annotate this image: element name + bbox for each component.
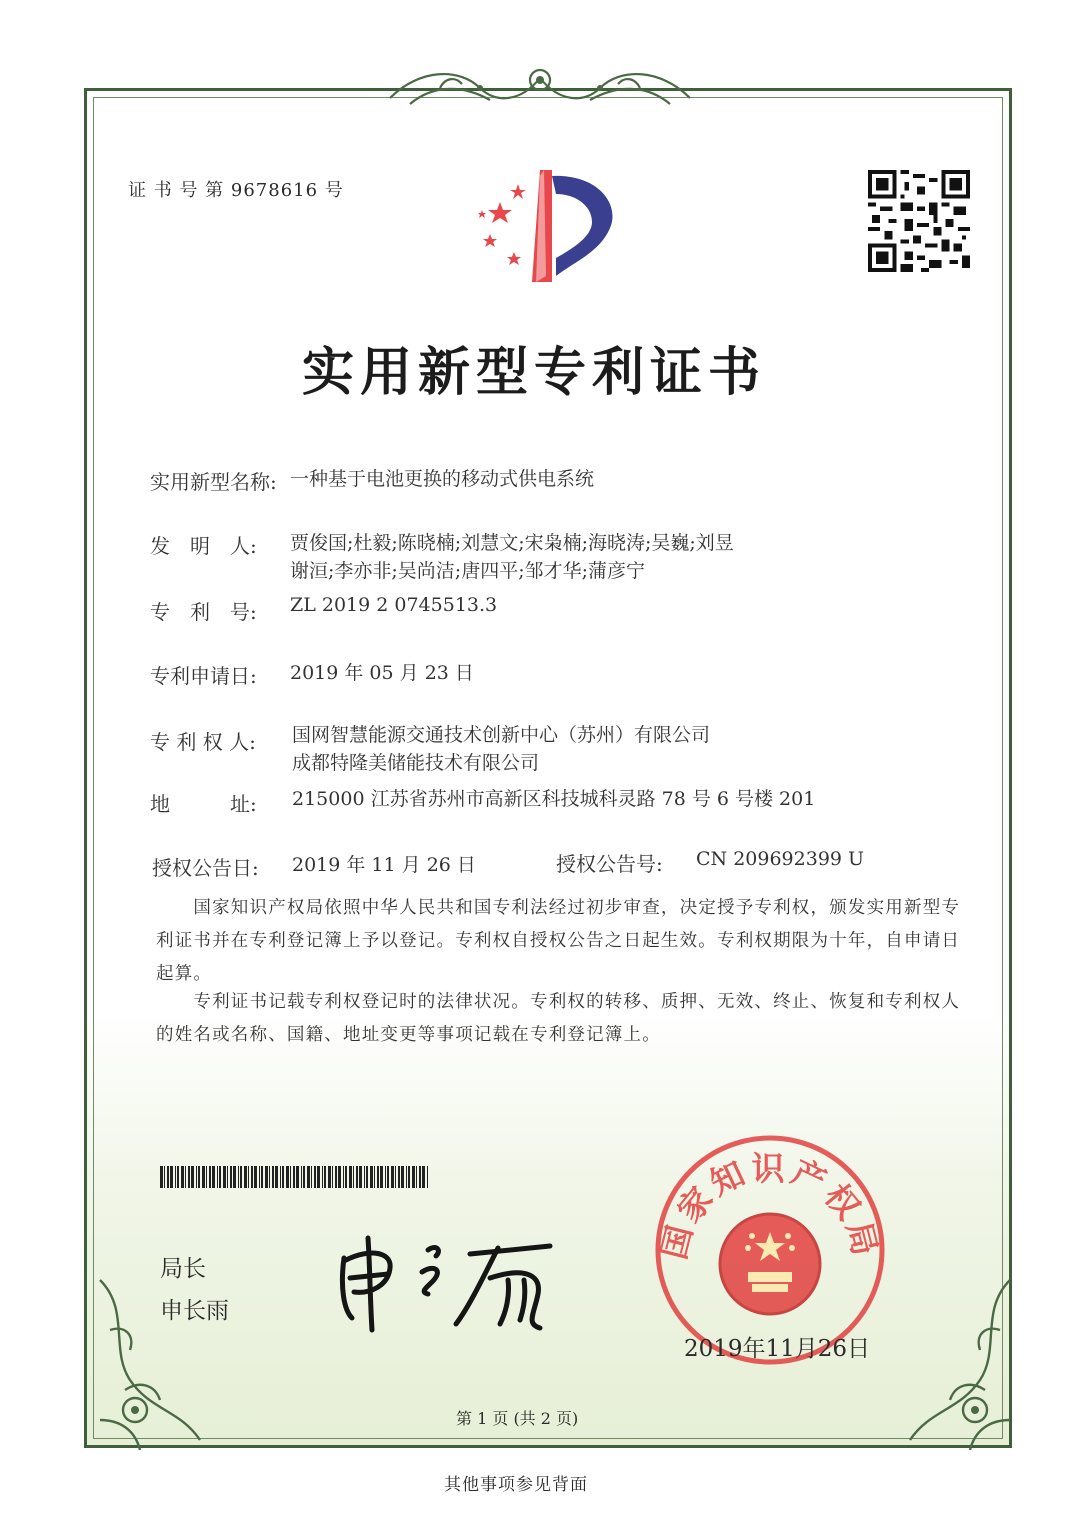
- utility-model-name-value: 一种基于电池更换的移动式供电系统: [290, 468, 595, 490]
- grant-number-label: 授权公告号:: [556, 852, 663, 876]
- qr-code-icon: [868, 170, 970, 272]
- footer-note: 其他事项参见背面: [444, 1475, 588, 1495]
- paragraph-2: 专利证书记载专利权登记时的法律状况。专利权的转移、质押、无效、终止、恢复和专利权人的姓名或名称、国籍、地址变更等事项记载在专利登记簿上。: [156, 992, 961, 1045]
- inventor-line-1: 贾俊国;杜毅;陈晓楠;刘慧文;宋枭楠;海晓涛;吴巍;刘昱: [290, 532, 734, 554]
- grant-date-label: 授权公告日:: [152, 856, 259, 880]
- barcode-icon: [160, 1166, 428, 1188]
- application-date-value: 2019 年 05 月 23 日: [290, 662, 474, 684]
- patent-holder-label: 专 利 权 人:: [150, 730, 256, 754]
- application-date-label: 专利申请日:: [150, 664, 257, 688]
- patent-holder-line-1: 国网智慧能源交通技术创新中心（苏州）有限公司: [292, 724, 711, 746]
- paragraph-1: 国家知识产权局依照中华人民共和国专利法经过初步审查，决定授予专利权，颁发实用新型专利证书并在专利登记簿上予以登记。专利权自授权公告之日起生效。专利权期限为十年，自申请日起算。: [156, 898, 961, 984]
- signatory-title: 局长: [160, 1256, 206, 1282]
- seal-date: 2019年11月26日: [684, 1336, 871, 1362]
- signature-icon: [330, 1228, 565, 1333]
- grant-number-value: CN 209692399 U: [696, 848, 865, 870]
- certificate-title: 实用新型专利证书: [302, 342, 767, 403]
- top-ornament-icon: [380, 58, 700, 118]
- address-label: 地 址:: [150, 792, 257, 816]
- signatory-name: 申长雨: [160, 1298, 229, 1324]
- inventor-line-2: 谢洹;李亦非;吴尚洁;唐四平;邹才华;蒲彦宁: [290, 560, 646, 582]
- address-value: 215000 江苏省苏州市高新区科技城科灵路 78 号 6 号楼 201: [292, 788, 816, 810]
- seal-ring-text: 国家知识产权局: [653, 1148, 887, 1264]
- utility-model-name-label: 实用新型名称:: [150, 470, 277, 494]
- inventor-label: 发 明 人:: [150, 534, 257, 558]
- patent-holder-line-2: 成都特隆美储能技术有限公司: [292, 752, 540, 774]
- bottom-right-ornament-icon: [890, 1270, 1020, 1460]
- grant-date-value: 2019 年 11 月 26 日: [292, 854, 476, 876]
- certificate-number: 证 书 号 第 9678616 号: [128, 180, 344, 201]
- page-indicator: 第 1 页 (共 2 页): [456, 1409, 579, 1428]
- patent-number-label: 专 利 号:: [150, 600, 257, 624]
- patent-number-value: ZL 2019 2 0745513.3: [290, 594, 498, 616]
- patent-office-logo-icon: [470, 166, 630, 286]
